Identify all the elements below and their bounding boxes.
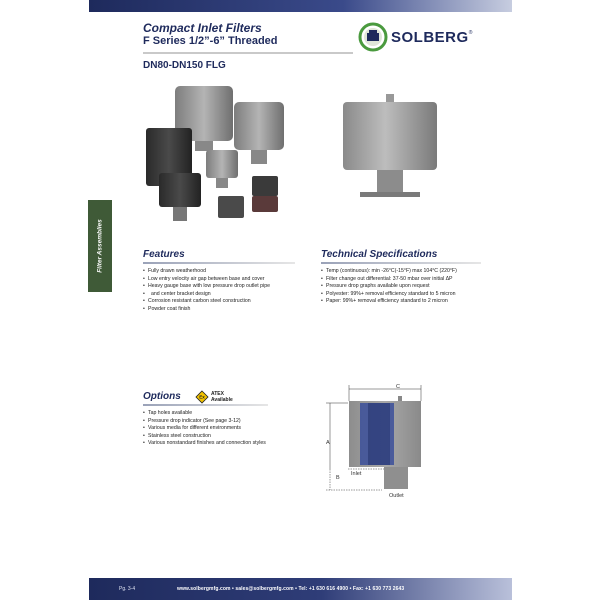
side-tab-label: Filter Assemblies bbox=[96, 219, 104, 273]
page-number: Pg. 3-4 bbox=[119, 586, 136, 592]
trademark-symbol: ® bbox=[468, 30, 473, 36]
page-subtitle: F Series 1/2”-6” Threaded bbox=[143, 35, 278, 47]
atex-label-line2: Available bbox=[211, 397, 233, 403]
contact-info: www.solbergmfg.com • sales@solbergmfg.com • Tel: +1 630 616 4900 • Fax: +1 630 773 2643 bbox=[177, 586, 405, 592]
list-item: • Pressure drop graphs available upon request bbox=[321, 283, 501, 291]
list-item: • Stainless steel construction bbox=[143, 433, 313, 441]
inlet-label: Inlet bbox=[351, 471, 362, 477]
list-item: • Low entry velocity air gap between base and cover bbox=[143, 276, 308, 284]
brand-name: SOLBERG bbox=[391, 28, 469, 46]
dimension-b-label: B bbox=[336, 475, 340, 481]
list-item: • Various nonstandard finishes and connection styles bbox=[143, 440, 313, 448]
list-item: • Heavy gauge base with low pressure drop outlet pipe bbox=[143, 283, 308, 291]
list-item: • Pressure drop indicator (See page 3-12) bbox=[143, 418, 313, 426]
model-range: DN80-DN150 FLG bbox=[143, 60, 226, 71]
outlet-label: Outlet bbox=[389, 493, 404, 499]
atex-label bbox=[211, 391, 233, 403]
atex-badge bbox=[195, 390, 233, 404]
list-item-continuation: • and center bracket design bbox=[143, 291, 308, 299]
product-group-photo bbox=[140, 78, 290, 228]
features-heading: Features bbox=[143, 249, 185, 260]
dimension-c-label: C bbox=[396, 384, 400, 390]
header-divider bbox=[143, 52, 353, 54]
list-item: • Temp (continuous): min -26°C(-15°F) max 104°C (220°F) bbox=[321, 268, 501, 276]
list-item: • Tap holes available bbox=[143, 410, 313, 418]
section-side-tab bbox=[88, 200, 112, 292]
options-list bbox=[143, 410, 313, 448]
dimension-a-label: A bbox=[326, 440, 330, 446]
list-item: • Polyester: 99%+ removal efficiency standard to 5 micron bbox=[321, 291, 501, 299]
solberg-logo bbox=[358, 22, 472, 52]
footer-banner bbox=[89, 578, 512, 600]
dimension-diagram bbox=[320, 383, 460, 508]
list-item: • Various media for different environments bbox=[143, 425, 313, 433]
list-item: • Filter change out differential: 37-50 mbar over initial ΔP bbox=[321, 276, 501, 284]
list-item: • Fully drawn weatherhood bbox=[143, 268, 308, 276]
list-item: • Corrosion resistant carbon steel construction bbox=[143, 298, 308, 306]
features-list bbox=[143, 268, 308, 314]
specs-heading: Technical Specifications bbox=[321, 249, 438, 260]
specs-list bbox=[321, 268, 501, 306]
globe-logo-icon bbox=[358, 22, 388, 52]
page-title: Compact Inlet Filters bbox=[143, 21, 262, 35]
features-divider bbox=[143, 262, 295, 264]
top-banner bbox=[89, 0, 512, 12]
specs-divider bbox=[321, 262, 481, 264]
atex-symbol: Ex bbox=[199, 394, 205, 400]
product-detail-photo bbox=[340, 92, 440, 217]
page-header bbox=[143, 22, 278, 48]
atex-label-line1: ATEX bbox=[211, 391, 224, 397]
options-heading: Options bbox=[143, 391, 181, 402]
atex-ex-icon bbox=[195, 390, 209, 404]
list-item: • Paper: 99%+ removal efficiency standard to 2 micron bbox=[321, 298, 501, 306]
list-item: • Powder coat finish bbox=[143, 306, 308, 314]
options-divider bbox=[143, 404, 268, 406]
